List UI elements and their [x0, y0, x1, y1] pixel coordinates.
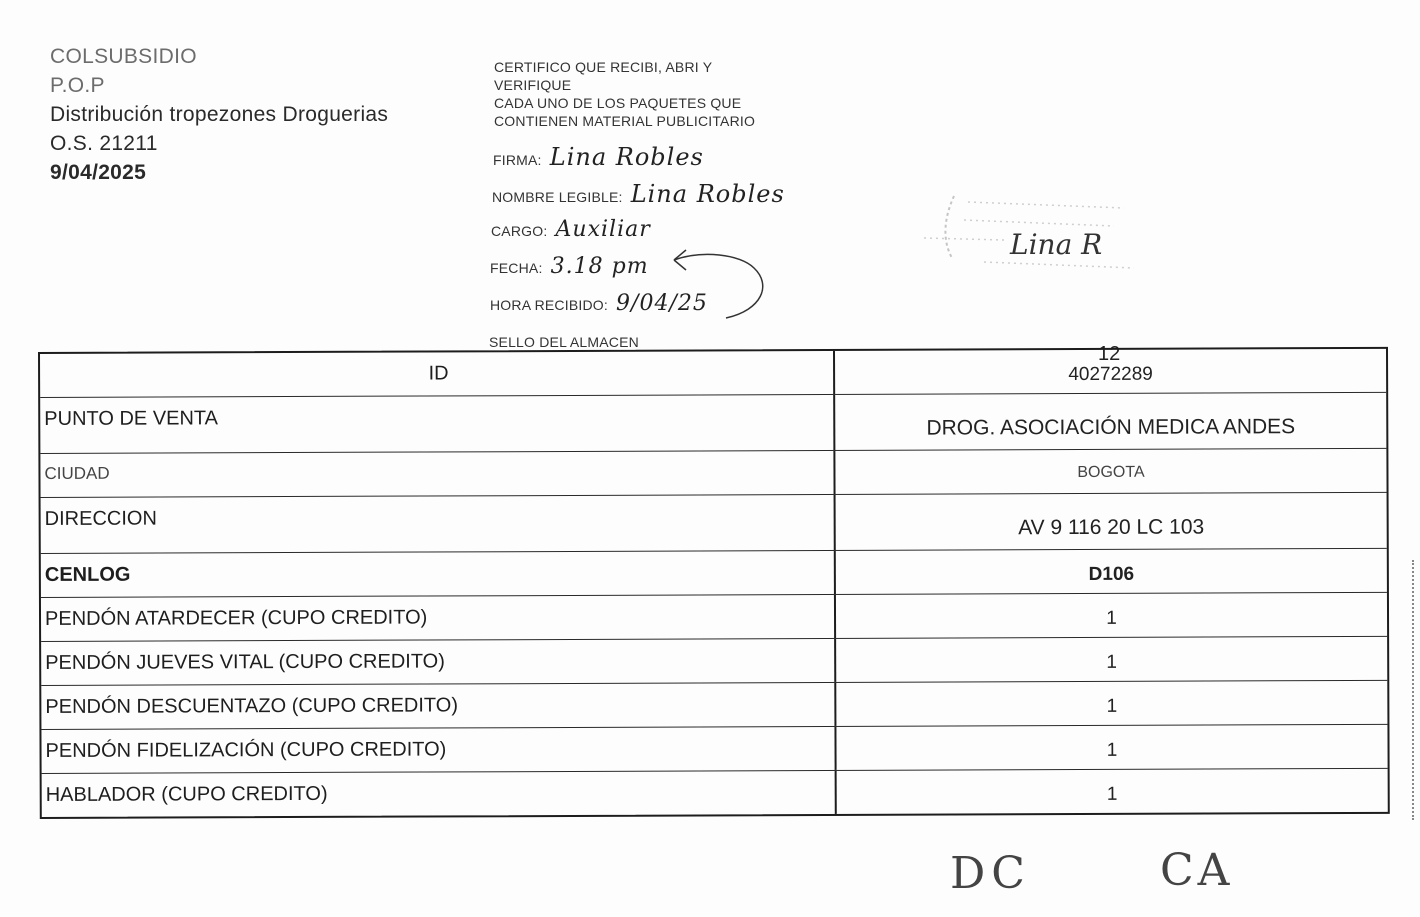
company-name: COLSUBSIDIO — [50, 45, 197, 68]
item-quantity: 1 — [1106, 651, 1118, 673]
table-row — [41, 636, 1387, 685]
cargo-label: CARGO: — [491, 223, 548, 239]
table-row — [41, 680, 1387, 729]
table-row — [42, 768, 1388, 817]
order-number: O.S. 21211 — [50, 132, 158, 155]
item-label: PENDÓN FIDELIZACIÓN (CUPO CREDITO) — [41, 727, 836, 773]
cargo-handwritten: Auxiliar — [555, 217, 651, 242]
handwritten-initials: CA — [1160, 845, 1234, 896]
certification-line: VERIFIQUE — [494, 77, 572, 93]
scan-edge-divider — [1412, 560, 1416, 820]
certification-text — [494, 58, 755, 130]
firma-field — [493, 143, 704, 171]
item-quantity: 1 — [1106, 607, 1117, 629]
stamp-signature: Lina R — [1010, 228, 1103, 261]
item-label: PENDÓN DESCUENTAZO (CUPO CREDITO) — [41, 683, 836, 729]
nombre-handwritten: Lina Robles — [630, 180, 785, 208]
punto-de-venta-label: PUNTO DE VENTA — [40, 395, 835, 453]
total-count: 12 — [1098, 343, 1121, 365]
certification-line: CERTIFICO QUE RECIBI, ABRI Y — [494, 59, 713, 75]
nombre-label: NOMBRE LEGIBLE: — [492, 189, 623, 205]
fecha-field — [490, 254, 649, 279]
sello-label: SELLO DEL ALMACEN — [489, 334, 639, 350]
firma-signature: Lina Robles — [549, 143, 704, 171]
document-date: 9/04/2025 — [50, 161, 147, 184]
ciudad-value: BOGOTA — [1077, 463, 1145, 482]
handwritten-arrow — [662, 240, 782, 325]
item-label: PENDÓN ATARDECER (CUPO CREDITO) — [41, 595, 836, 641]
ciudad-label: CIUDAD — [40, 451, 835, 497]
punto-de-venta-value: DROG. ASOCIACIÓN MEDICA ANDES — [926, 415, 1296, 440]
cenlog-label: CENLOG — [41, 551, 836, 597]
table-row — [41, 548, 1387, 597]
table-row — [41, 724, 1387, 773]
hora-label: HORA RECIBIDO: — [490, 297, 608, 313]
table-row — [41, 492, 1387, 553]
handwritten-initials: DC — [950, 848, 1031, 899]
hora-handwritten: 9/04/25 — [616, 291, 708, 316]
id-label: ID — [40, 351, 835, 397]
item-label: HABLADOR (CUPO CREDITO) — [42, 771, 837, 817]
table-row — [40, 448, 1386, 497]
direccion-label: DIRECCION — [41, 495, 836, 553]
distribution-description: Distribución tropezones Droguerias — [50, 103, 389, 126]
cargo-field — [491, 217, 651, 242]
certification-line: CADA UNO DE LOS PAQUETES QUE — [494, 95, 742, 111]
fecha-label: FECHA: — [490, 260, 543, 276]
firma-label: FIRMA: — [493, 152, 542, 168]
item-quantity: 1 — [1106, 739, 1118, 761]
delivery-table — [38, 347, 1390, 819]
id-value: 40272289 — [1068, 363, 1153, 386]
item-label: PENDÓN JUEVES VITAL (CUPO CREDITO) — [41, 639, 836, 685]
nombre-field — [492, 180, 785, 208]
cenlog-value: D106 — [1088, 563, 1135, 585]
document-header — [50, 42, 388, 187]
table-row — [40, 349, 1386, 397]
fecha-handwritten: 3.18 pm — [550, 254, 649, 279]
table-row — [41, 592, 1387, 641]
item-quantity: 1 — [1106, 695, 1118, 717]
department: P.O.P — [50, 74, 105, 97]
direccion-value: AV 9 116 20 LC 103 — [1018, 515, 1205, 540]
certification-line: CONTIENEN MATERIAL PUBLICITARIO — [494, 113, 756, 129]
table-row — [40, 392, 1386, 453]
sello-field — [489, 334, 639, 350]
item-quantity: 1 — [1106, 783, 1118, 805]
